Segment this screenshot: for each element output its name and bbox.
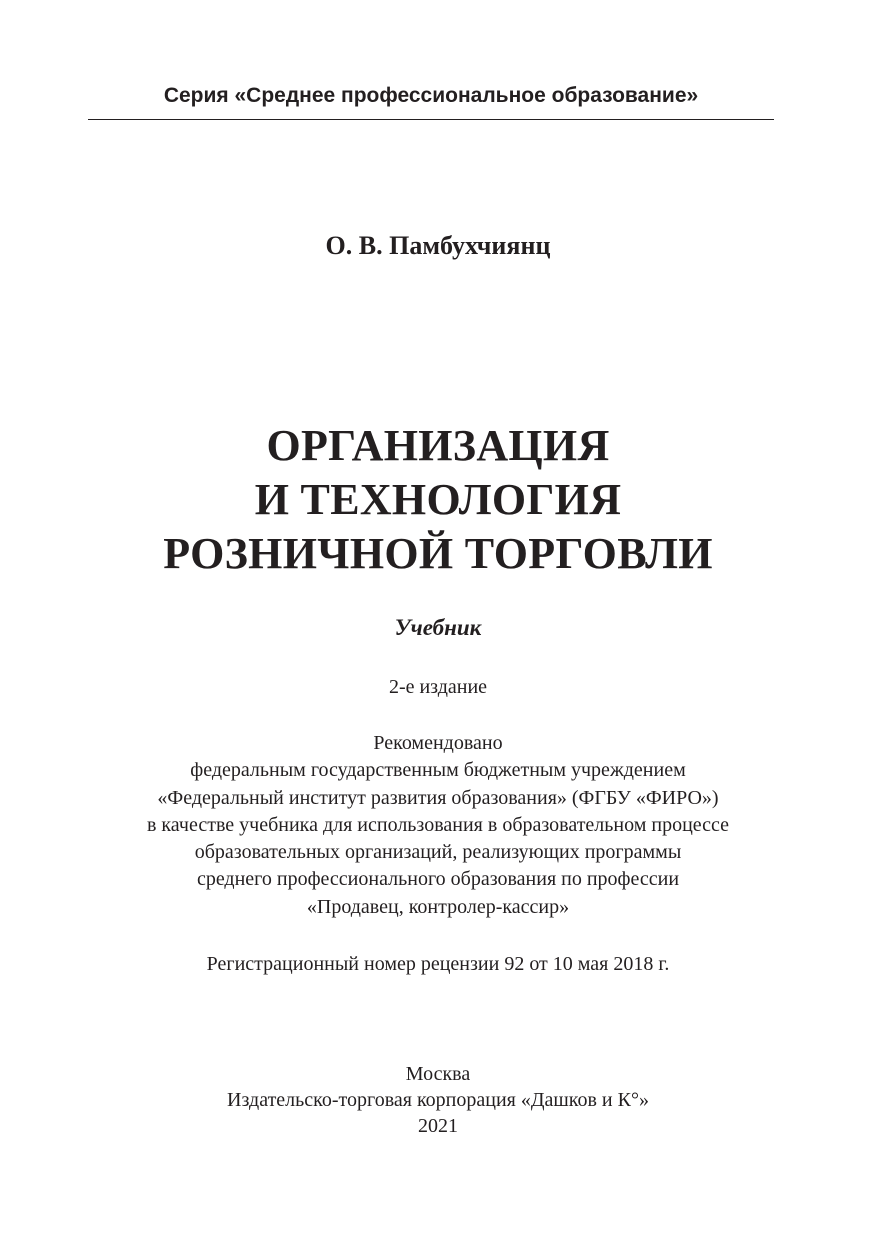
imprint-year: 2021: [418, 1115, 458, 1137]
recommendation-line: «Федеральный институт развития образования» (ФГБУ «ФИРО»): [157, 786, 719, 809]
series-header: Серия «Среднее профессиональное образование»: [163, 84, 699, 107]
edition: 2-е издание: [388, 676, 488, 698]
book-type: Учебник: [394, 615, 482, 640]
imprint-publisher: Издательско-торговая корпорация «Дашков и К°»: [227, 1089, 649, 1111]
book-title-line: И ТЕХНОЛОГИЯ: [254, 475, 622, 524]
recommendation-line: федеральным государственным бюджетным учреждением: [190, 759, 686, 782]
recommendation-line: в качестве учебника для использования в образовательном процессе: [146, 813, 730, 836]
imprint-city: Москва: [405, 1063, 471, 1085]
recommendation-line: образовательных организаций, реализующих программы: [194, 841, 682, 864]
recommendation-block: [0, 730, 876, 921]
imprint-block: [0, 1061, 876, 1139]
registration-number: Регистрационный номер рецензии 92 от 10 мая 2018 г.: [206, 953, 670, 975]
book-title-line: РОЗНИЧНОЙ ТОРГОВЛИ: [163, 529, 713, 578]
book-title: [0, 419, 876, 581]
book-title-line: ОРГАНИЗАЦИЯ: [266, 421, 610, 470]
author-name: О. В. Памбухчиянц: [325, 231, 551, 260]
recommendation-line: среднего профессионального образования по профессии: [196, 868, 680, 891]
recommendation-line: Рекомендовано: [373, 732, 503, 754]
recommendation-line: «Продавец, контролер-кассир»: [306, 895, 570, 918]
header-divider: [88, 119, 774, 120]
